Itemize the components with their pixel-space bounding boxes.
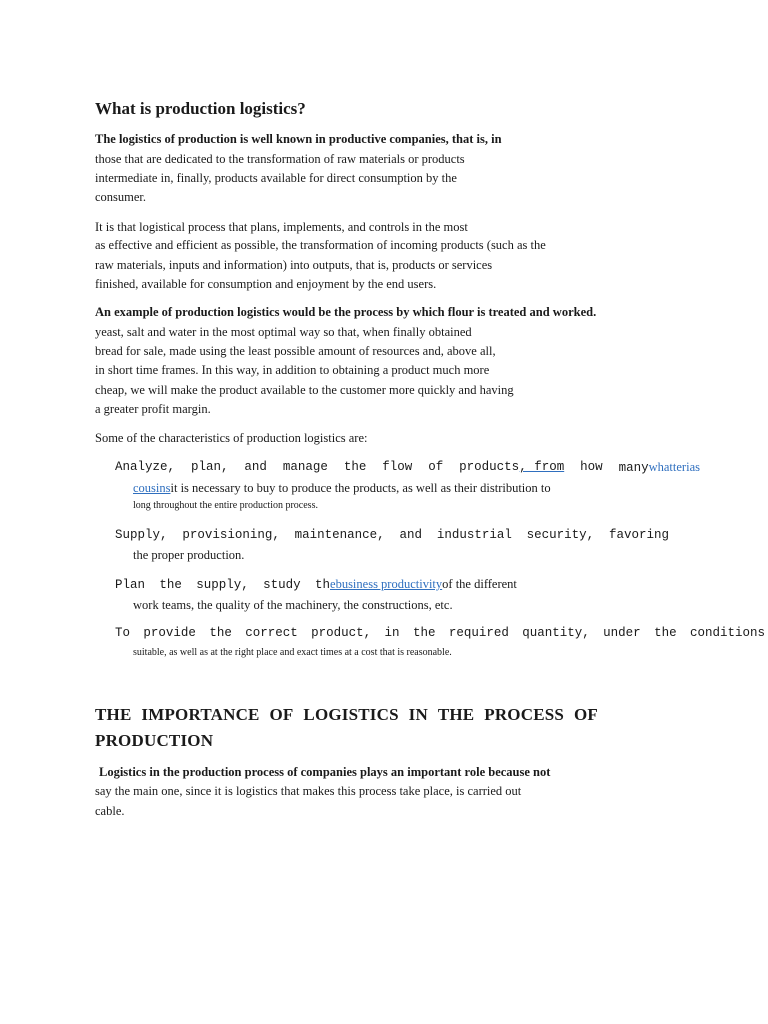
paragraph-3-line-3: in short time frames. In this way, in addition to obtaining a product much more bbox=[95, 363, 490, 377]
list-item-4-line-2: suitable, as well as at the right place and exact times at a cost that is reasonable. bbox=[133, 647, 452, 658]
list-item-2-line-2: the proper production. bbox=[133, 548, 245, 562]
list-item-2-line-1: Supply, provisioning, maintenance, and industrial security, favoring bbox=[115, 528, 669, 542]
paragraph-1-line-1: those that are dedicated to the transformation of raw materials or products bbox=[95, 152, 465, 166]
section-2-line-2: cable. bbox=[95, 804, 125, 818]
whatterias-link[interactable]: whatterias bbox=[648, 460, 700, 474]
section-2-line-1: say the main one, since it is logistics that makes this process take place, is carried out bbox=[95, 784, 522, 798]
list-item-4-line-1: To provide the correct product, in the required quantity, under the conditions bbox=[115, 626, 765, 640]
business-productivity-link[interactable]: business productivity bbox=[335, 577, 443, 591]
paragraph-1-line-3: consumer. bbox=[95, 190, 147, 204]
list-item-3-line-2: work teams, the quality of the machinery, the constructions, etc. bbox=[133, 598, 453, 612]
list-item-1-line-3: long throughout the entire production process. bbox=[133, 500, 318, 511]
products-link-underline[interactable]: , from bbox=[519, 460, 565, 474]
paragraph-1-line-2: intermediate in, finally, products available for direct consumption by the bbox=[95, 171, 457, 185]
list-item-1-line-2: cousinsit is necessary to buy to produce the products, as well as their distribution to bbox=[133, 481, 551, 495]
section-2-bold-line: Logistics in the production process of companies plays an important role because not bbox=[99, 765, 551, 779]
paragraph-2-line-3: raw materials, inputs and information) into outputs, that is, products or services bbox=[95, 258, 493, 272]
paragraph-3-line-1: yeast, salt and water in the most optimal way so that, when finally obtained bbox=[95, 325, 472, 339]
page-title: What is production logistics? bbox=[95, 99, 306, 118]
paragraph-3-line-2: bread for sale, made using the least possible amount of resources and, above all, bbox=[95, 344, 496, 358]
list-item-3-line-1: Plan the supply, study th ebusiness productivityof the different bbox=[115, 577, 517, 592]
paragraph-2-line-4: finished, available for consumption and enjoyment by the end users. bbox=[95, 277, 437, 291]
paragraph-2-line-2: as effective and efficient as possible, the transformation of incoming products (such as the bbox=[95, 238, 546, 252]
paragraph-1-bold-line: The logistics of production is well known in productive companies, that is, in bbox=[95, 132, 502, 146]
list-intro: Some of the characteristics of production logistics are: bbox=[95, 431, 368, 445]
paragraph-3-bold-line: An example of production logistics would be the process by which flour is treated and worked. bbox=[95, 305, 597, 319]
paragraph-2-line-1: It is that logistical process that plans, implements, and controls in the most bbox=[95, 220, 468, 234]
paragraph-3-line-4: cheap, we will make the product available to the customer more quickly and having bbox=[95, 383, 514, 397]
section-heading-line-1: THE IMPORTANCE OF LOGISTICS IN THE PROCESS OF bbox=[95, 705, 598, 724]
section-heading-line-2: PRODUCTION bbox=[95, 731, 214, 750]
paragraph-3-line-5: a greater profit margin. bbox=[95, 402, 211, 416]
cousins-link[interactable]: cousins bbox=[133, 481, 171, 495]
list-item-1-line-1: Analyze, plan, and manage the flow of products, from how manywhatterias bbox=[115, 460, 700, 475]
